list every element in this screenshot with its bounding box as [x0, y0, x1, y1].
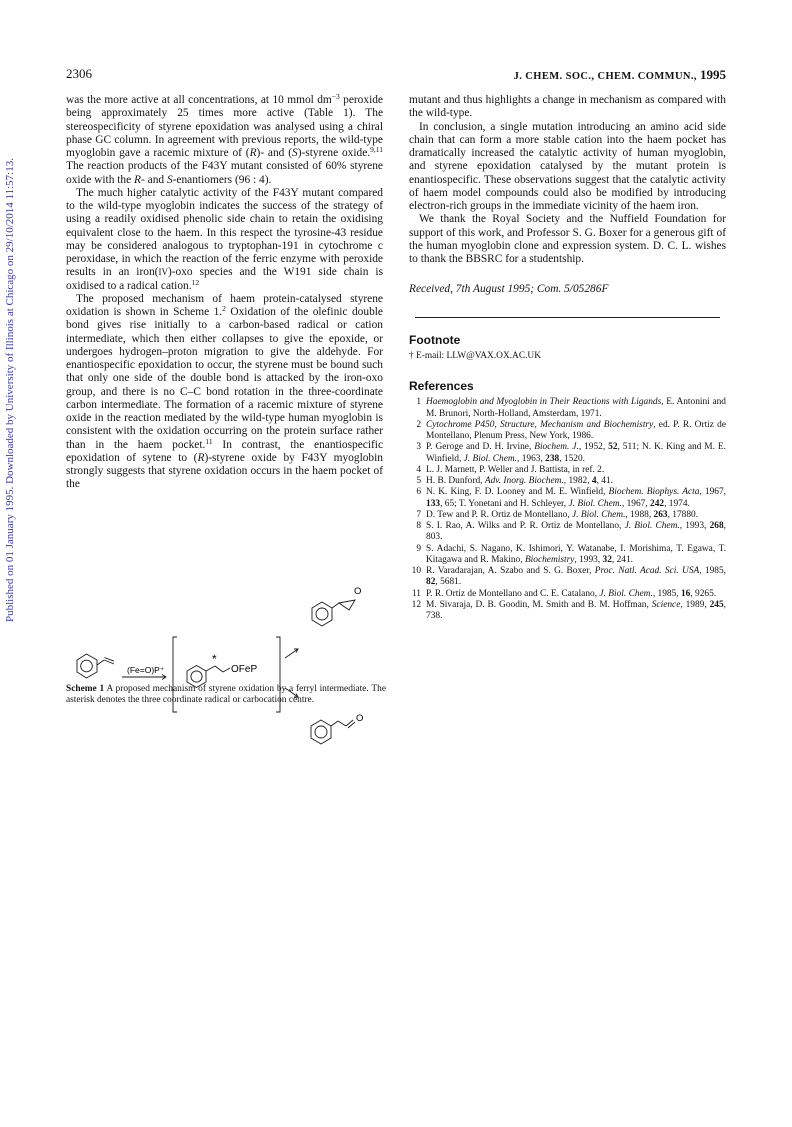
intermediate-ring-circle — [191, 671, 202, 682]
reference-item: 11 P. R. Ortiz de Montellano and C. E. Catalano, J. Biol. Chem., 1985, 16, 9265. — [411, 588, 717, 599]
styrene-ring — [77, 654, 97, 678]
right-column — [409, 94, 726, 622]
radical-asterisk: * — [212, 652, 217, 666]
page-number: 2306 — [66, 66, 92, 81]
reference-item: 10 R. Varadarajan, A. Szabo and S. G. Boxer, Proc. Natl. Acad. Sci. USA, 1985, 82, 5681. — [411, 566, 727, 588]
section-divider — [415, 317, 720, 318]
scheme-caption-label: Scheme 1 — [66, 684, 105, 694]
reference-item: 8 S. I. Rao, A. Wilks and P. R. Ortiz de Montellano, J. Biol. Chem., 1993, 268, 803. — [416, 521, 726, 543]
reference-item: 4 L. J. Marnett, P. Weller and J. Battista, in ref. 2. — [416, 464, 605, 475]
paragraph-activity: was the more active at all concentrations, at 10 mmol $dm^{-3}$ peroxide being approximately 25 times more active (Table 1). The stereospecificity of styrene epoxidation was analysed using a chiral phase GC column. In agreement with previous reports, the wild-type myoglobin gave a racemic mixture of (R)- and (S)-styrene oxide.$^{9,11}$ The reaction products of the F43Y mutant consisted of 60% styrene oxide with the R- and S-enantiomers (96 : 4). — [66, 92, 383, 186]
styrene-structure — [77, 654, 97, 678]
reference-item: 1 Haemoglobin and Myoglobin in Their Reactions with Ligands, E. Antonini and M. Brunori, North-Holland, Amsterdam, 1971. — [416, 397, 726, 419]
epoxide-ring — [312, 602, 332, 626]
paragraph-conclusion: In conclusion, a single mutation introducing an amino acid side chain that can form a more stable cation into the haem pocket has dramatically increased the catalytic activity of human myoglobin, and styrene epoxidation catalysed by the mutant protein is enantiospecific. These observations suggest that the catalytic activity of haem model compounds could also be modified by introducing electron-rich groups in the immediate vicinity of the haem iron. — [409, 120, 726, 212]
reference-list — [409, 397, 726, 622]
intermediate-bond-2 — [215, 666, 223, 672]
download-watermark-text: Published on 01 January 1995. Downloaded by University of Illinois at Chicago on 29/10/2014 11:57:13. — [4, 158, 16, 622]
epoxide-oxygen-label: O — [354, 586, 362, 597]
page-header — [66, 66, 726, 84]
aldehyde-ring-circle — [315, 726, 327, 738]
epoxide-triangle — [339, 600, 355, 610]
ofep-label: OFeP — [231, 664, 258, 675]
paragraph-mutant-continued: mutant and thus highlights a change in mechanism as compared with the wild-type. — [409, 94, 726, 120]
reference-item: 7 D. Tew and P. R. Ortiz de Montellano, J. Biol. Chem., 1988, 263, 17880. — [416, 509, 699, 520]
reference-item: 9 S. Adachi, S. Nagano, K. Ishimori, Y. Watanabe, I. Morishima, T. Egawa, T. Kitagawa and R. Makino, Biochemistry, 1993, 32, 241. — [416, 543, 726, 565]
journal-title — [514, 67, 726, 83]
epoxide-ring-circle — [316, 608, 328, 620]
aldehyde-bond-2 — [338, 721, 346, 726]
footnote-email: † E-mail: LLW@VAX.OX.AC.UK — [409, 351, 541, 362]
styrene-ring-circle — [81, 660, 93, 672]
reference-item: 12 M. Sivaraja, D. B. Goodin, M. Smith and B. M. Hoffman, Science, 1989, 245, 738. — [411, 599, 727, 621]
references-heading: References — [409, 379, 474, 394]
reference-item: 3 P. Geroge and D. H. Irvine, Biochem. J., 1952, 52, 511; N. K. King and M. E. Winfield, J. Biol. Chem., 1963, 238, 1520. — [416, 442, 726, 464]
intermediate-bond-1 — [206, 666, 215, 671]
left-column — [66, 94, 383, 492]
aldehyde-oxygen-label: O — [356, 713, 364, 724]
reference-item: 6 N. K. King, F. D. Looney and M. E. Winfield, Biochem. Biophys. Acta, 1967, 133, 65; T. Yonetani and H. Schleyer, J. Biol. Chem., 1967, 242, 1974. — [416, 487, 727, 509]
journal-name: J. CHEM. SOC., CHEM. COMMUN., — [513, 71, 697, 82]
reagent-label: (Fe=O)P⁺ — [127, 665, 165, 675]
paragraph-acknowledgements: We thank the Royal Society and the Nuffield Foundation for support of this work, and Professor S. G. Boxer for a generous gift of the human myoglobin clone and expression system. D. C. L. wishes to thank the BBSRC for a studentship. — [409, 213, 726, 265]
aldehyde-ring — [311, 720, 331, 744]
reference-item: 2 Cytochrome P450, Structure, Mechanism and Biochemistry, ed. P. R. Ortiz de Montellano, Plenum Press, New York, 1986. — [416, 419, 726, 441]
paragraph-catalytic-activity: The much higher catalytic activity of the F43Y mutant compared to the wild-type myoglobin indicates the success of the strategy of using a readily oxidised phenolic side chain to retain the oxidising equivalent close to the haem. In this respect the tyrosine-43 residue may be considered analogous to tryptophan-191 in cytochrome c peroxidase, in which the reaction of the ferric enzyme with peroxide results in an iron(IV)-oxo species and the W191 side chain is oxidised to a radical cation.$^{12}$ — [66, 186, 383, 292]
footnote-heading: Footnote — [409, 333, 461, 348]
aldehyde-bond-1 — [331, 721, 338, 726]
reference-item: 5 H. B. Dunford, Adv. Inorg. Biochem., 1982, 4, 41. — [416, 476, 613, 486]
received-date: Received, 7th August 1995; Com. 5/05286F — [409, 283, 609, 296]
download-watermark — [2, 110, 18, 670]
arrow-to-epoxide — [285, 649, 298, 658]
styrene-vinyl — [97, 658, 114, 666]
paragraph-mechanism: The proposed mechanism of haem protein-catalysed styrene oxidation is shown in Scheme 1.$^2$ Oxidation of the olefinic double bond gives rise initially to a carbon-based radical or cation intermediate, which then either collapses to give the epoxide, or undergoes hydrogen–proton migration to give the aldehyde. For enantiospecific epoxidation to occur, the styrene must be bound such that only one side of the double bond is attacked by the iron-oxo group, and there is no C–C bond rotation in the three-coordinate carbon intermediate. The formation of a racemic mixture of styrene oxide in the reaction mediated by the wild-type human myoglobin is consistent with the oxidation occurring on the protein surface rather than in the haem pocket.$^{11}$ In contrast, the enantiospecific epoxidation of sytene to (R)-styrene oxide by F43Y myoglobin strongly suggests that styrene oxidation occurs in the haem pocket of the — [66, 292, 383, 491]
epoxide-bond-1 — [332, 603, 339, 608]
scheme-caption-text: A proposed mechanism of styrene oxidation by a ferryl intermediate. The asterisk denotes the three coordinate radical or carbocation centre. — [66, 684, 386, 705]
scheme-1-caption — [66, 684, 386, 706]
journal-year: 1995 — [700, 67, 726, 82]
vinyl-bond-1 — [97, 660, 104, 665]
intermediate-bond-3 — [223, 668, 230, 672]
